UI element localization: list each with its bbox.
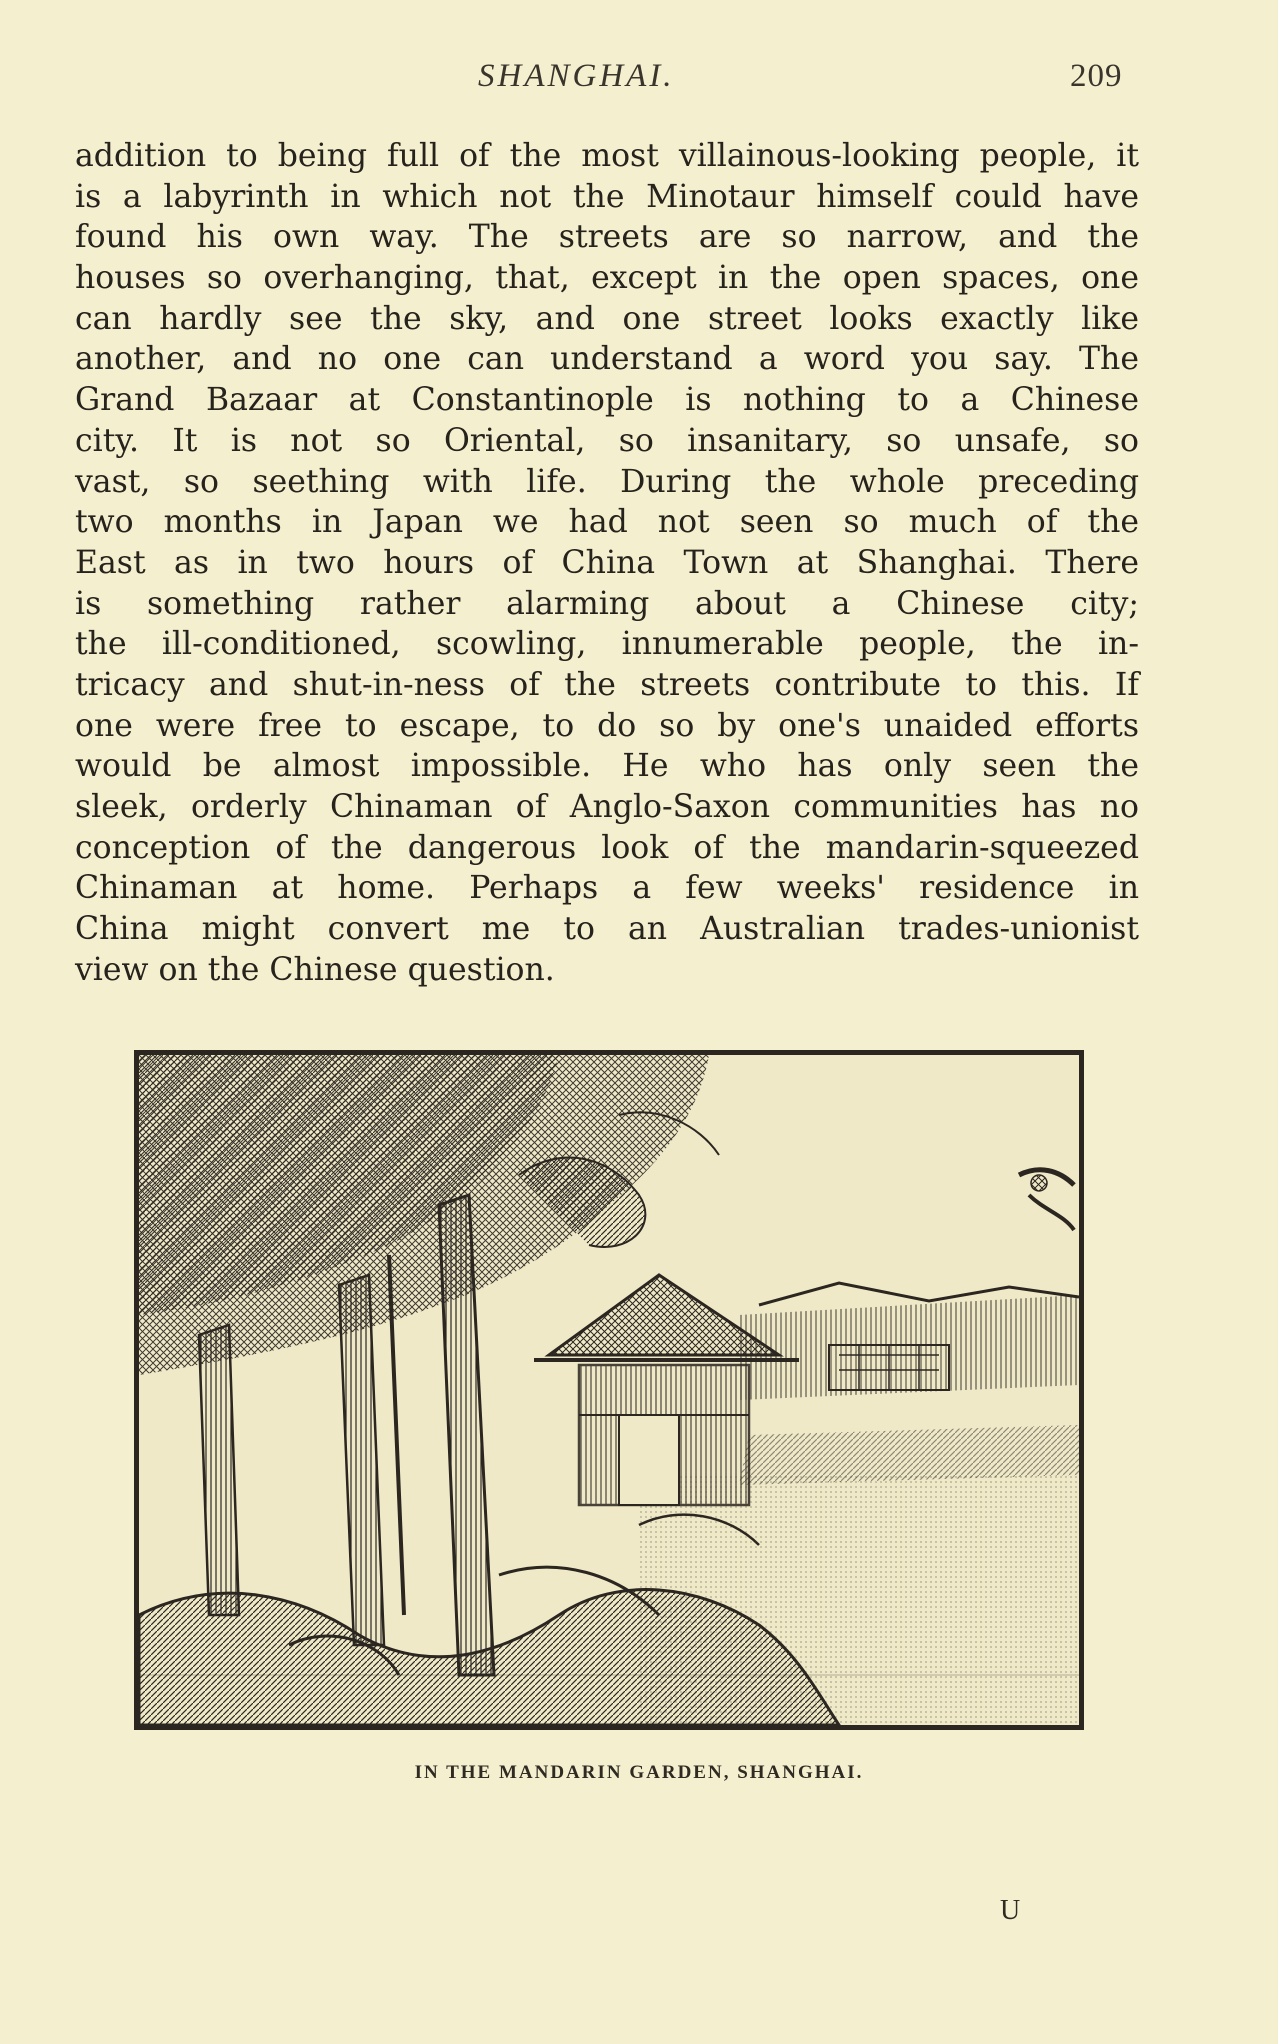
- engraving-illustration: [134, 1050, 1084, 1730]
- text-line: China might convert me to an Australian trades-unionist: [75, 911, 1139, 948]
- text-line: houses so overhanging, that, except in the open spaces, one: [75, 260, 1139, 297]
- garden-engraving: [139, 1055, 1079, 1725]
- text-line: addition to being full of the most villainous-looking people, it: [75, 138, 1139, 174]
- text-line: is something rather alarming about a Chinese city;: [75, 585, 1139, 622]
- page-number: 209: [1070, 58, 1123, 94]
- body-text: [75, 136, 1139, 990]
- text-line: view on the Chinese question.: [75, 951, 555, 988]
- text-line: is a labyrinth in which not the Minotaur himself could have: [75, 178, 1139, 215]
- signature-mark: U: [1000, 1895, 1021, 1926]
- page-header: [0, 58, 1278, 108]
- text-line: two months in Japan we had not seen so much of the: [75, 504, 1139, 541]
- text-line: tricacy and shut-in-ness of the streets contribute to this. If: [75, 666, 1139, 703]
- running-head: SHANGHAI.: [478, 58, 675, 94]
- text-line: sleek, orderly Chinaman of Anglo-Saxon communities has no: [75, 789, 1139, 825]
- text-line: conception of the dangerous look of the mandarin-squeezed: [75, 829, 1139, 866]
- text-line: East as in two hours of China Town at Shanghai. There: [75, 544, 1139, 581]
- text-line: would be almost impossible. He who has only seen the: [75, 748, 1139, 785]
- text-line: another, and no one can understand a word you say. The: [75, 341, 1139, 378]
- text-line: one were free to escape, to do so by one's unaided efforts: [75, 707, 1139, 744]
- text-line: can hardly see the sky, and one street looks exactly like: [75, 300, 1139, 337]
- text-line: found his own way. The streets are so narrow, and the: [75, 219, 1139, 256]
- distant-buildings: [739, 1283, 1079, 1485]
- figure-caption: IN THE MANDARIN GARDEN, SHANGHAI.: [414, 1762, 864, 1783]
- text-line: the ill-conditioned, scowling, innumerable people, the in-: [75, 626, 1139, 663]
- text-line: Chinaman at home. Perhaps a few weeks' residence in: [75, 870, 1139, 907]
- text-line: Grand Bazaar at Constantinople is nothing to a Chinese: [75, 382, 1139, 419]
- text-line: city. It is not so Oriental, so insanitary, so unsafe, so: [75, 422, 1139, 459]
- text-line: vast, so seething with life. During the whole preceding: [75, 463, 1139, 500]
